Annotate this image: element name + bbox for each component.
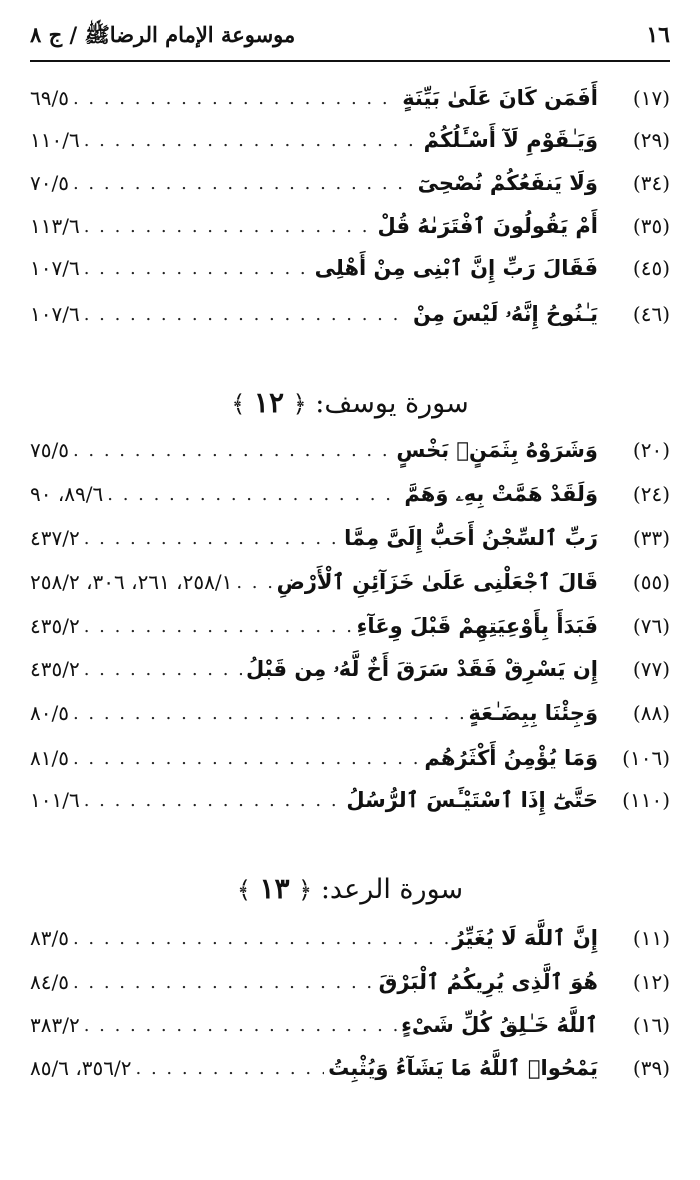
verse-number: (٣٤) xyxy=(632,171,670,195)
leader-dots xyxy=(84,659,242,680)
verse-number: (١١٠) xyxy=(622,788,670,812)
page-reference: ٦٩/٥ xyxy=(30,86,69,110)
leader-dots xyxy=(84,216,374,237)
page-reference: ٨٣/٥ xyxy=(30,926,69,950)
index-entry xyxy=(30,649,670,689)
leader-dots xyxy=(107,484,400,505)
leader-dots xyxy=(73,928,448,949)
page-reference: ١٠٧/٦ xyxy=(30,256,80,280)
page-reference: ٤٣٧/٢ xyxy=(30,526,80,550)
verse-text: قَالَ ٱجْعَلْنِى عَلَىٰ خَزَآئِنِ ٱلْأَرْضِ xyxy=(276,570,598,594)
index-entry xyxy=(30,78,670,118)
index-entry xyxy=(30,474,670,514)
page-reference: ٧٠/٥ xyxy=(30,171,69,195)
surah-heading xyxy=(30,386,670,430)
leader-dots xyxy=(136,1058,325,1079)
leader-dots xyxy=(73,88,398,109)
verse-number: (١٢) xyxy=(632,970,670,994)
page-header xyxy=(30,18,670,58)
verse-number: (٥٥) xyxy=(632,570,670,594)
verse-number: (١٦) xyxy=(632,1013,670,1037)
leader-dots xyxy=(84,304,409,325)
index-entry xyxy=(30,1005,670,1045)
verse-text: رَبِّ ٱلسِّجْنُ أَحَبُّ إِلَىَّ مِمَّا xyxy=(344,526,598,550)
verse-text: وَيَـٰقَوْمِ لَآ أَسْـَٔلُكُمْ xyxy=(423,128,598,152)
surah-number: ١٢ xyxy=(253,386,284,419)
page-reference: ١٠١/٦ xyxy=(30,788,80,812)
page-reference: ١١٠/٦ xyxy=(30,128,80,152)
index-entry xyxy=(30,693,670,733)
leader-dots xyxy=(84,130,420,151)
verse-text: وَجِئْنَا بِبِضَـٰعَةٍ xyxy=(468,701,598,725)
verse-number: (٣٩) xyxy=(632,1056,670,1080)
leader-dots xyxy=(73,440,392,461)
ornate-bracket-close: ﴾ xyxy=(236,876,251,904)
ornate-bracket-open: ﴿ xyxy=(292,390,307,418)
leader-dots xyxy=(73,972,375,993)
verse-number: (٣٥) xyxy=(632,214,670,238)
verse-number: (٣٣) xyxy=(632,526,670,550)
verse-number: (١٧) xyxy=(632,86,670,110)
leader-dots xyxy=(73,173,414,194)
surah-name: سورة الرعد: xyxy=(320,874,464,905)
verse-number: (٢٠) xyxy=(632,438,670,462)
verse-number: (١١) xyxy=(632,926,670,950)
verse-number: (٤٦) xyxy=(632,302,670,326)
index-entry xyxy=(30,606,670,646)
index-entry xyxy=(30,206,670,246)
page-reference: ٨٠/٥ xyxy=(30,701,69,725)
verse-text: وَلَقَدْ هَمَّتْ بِهِۦ وَهَمَّ xyxy=(404,481,598,506)
leader-dots xyxy=(73,703,465,724)
verse-text: حَتَّىٰٓ إِذَا ٱسْتَيْـَٔسَ ٱلرُّسُلُ xyxy=(346,788,598,812)
index-entry xyxy=(30,738,670,778)
verse-number: (٧٧) xyxy=(632,657,670,681)
index-entry xyxy=(30,294,670,334)
book-title: موسوعة الإمام الرضاﷺ / ج ٨ xyxy=(30,22,296,47)
page-reference: ٣٥٦/٢، ٨٥/٦ xyxy=(30,1056,132,1080)
index-entry xyxy=(30,248,670,288)
index-entry xyxy=(30,918,670,958)
page-reference: ١٠٧/٦ xyxy=(30,302,80,326)
verse-text: أَمْ يَقُولُونَ ٱفْتَرَىٰهُ قُلْ xyxy=(377,214,598,238)
surah-heading xyxy=(30,872,670,916)
index-entry xyxy=(30,518,670,558)
page-reference: ٨٤/٥ xyxy=(30,970,69,994)
verse-number: (١٠٦) xyxy=(622,746,670,770)
verse-text: ٱللَّهُ خَـٰلِقُ كُلِّ شَىْءٍ xyxy=(401,1013,598,1037)
page-reference: ٤٣٥/٢ xyxy=(30,657,80,681)
page-reference: ٤٣٥/٢ xyxy=(30,614,80,638)
page-reference: ٧٥/٥ xyxy=(30,438,69,462)
verse-text: فَبَدَأَ بِأَوْعِيَتِهِمْ قَبْلَ وِعَآءِ xyxy=(356,614,598,638)
leader-dots xyxy=(84,616,353,637)
verse-text: وَشَرَوْهُ بِثَمَنٍۭ بَخْسٍ xyxy=(396,438,598,462)
leader-dots xyxy=(84,1015,397,1036)
ornate-bracket-open: ﴿ xyxy=(298,876,313,904)
verse-text: إِن يَسْرِقْ فَقَدْ سَرَقَ أَخٌ لَّهُۥ مِن قَبْلُ xyxy=(245,656,598,681)
page-reference: ١١٣/٦ xyxy=(30,214,80,238)
verse-number: (٢٤) xyxy=(632,482,670,506)
index-entry xyxy=(30,780,670,820)
verse-text: أَفَمَن كَانَ عَلَىٰ بَيِّنَةٍ xyxy=(402,86,598,110)
index-entry xyxy=(30,120,670,160)
verse-number: (٢٩) xyxy=(632,128,670,152)
surah-name: سورة يوسف: xyxy=(315,388,469,419)
verse-text: يَمْحُوا۟ ٱللَّهُ مَا يَشَآءُ وَيُثْبِتُ xyxy=(328,1056,598,1080)
leader-dots xyxy=(84,528,340,549)
page-reference: ٣٨٣/٢ xyxy=(30,1013,80,1037)
index-entry xyxy=(30,163,670,203)
verse-number: (٨٨) xyxy=(632,701,670,725)
page-reference: ٨٩/٦، ٩٠ xyxy=(30,482,104,506)
verse-text: وَمَا يُؤْمِنُ أَكْثَرُهُم xyxy=(424,746,598,770)
leader-dots xyxy=(84,790,343,811)
index-entry xyxy=(30,430,670,470)
verse-text: هُوَ ٱلَّذِى يُرِيكُمُ ٱلْبَرْقَ xyxy=(378,970,598,994)
page-reference: ٢٥٨/١، ٢٦١، ٣٠٦، ٢٥٨/٢ xyxy=(30,570,233,594)
page-number: ١٦ xyxy=(646,22,670,48)
leader-dots xyxy=(73,748,420,769)
surah-number: ١٣ xyxy=(259,872,290,905)
index-entry xyxy=(30,962,670,1002)
index-entry xyxy=(30,1048,670,1088)
index-entry xyxy=(30,562,670,602)
verse-text: فَقَالَ رَبِّ إِنَّ ٱبْنِى مِنْ أَهْلِى xyxy=(314,256,598,280)
verse-text: وَلَا يَنفَعُكُمْ نُصْحِىٓ xyxy=(417,171,598,195)
verse-text: إِنَّ ٱللَّهَ لَا يُغَيِّرُ xyxy=(452,926,598,950)
header-rule xyxy=(30,60,670,62)
ornate-bracket-close: ﴾ xyxy=(231,390,246,418)
leader-dots xyxy=(236,572,272,593)
verse-text: يَـٰنُوحُ إِنَّهُۥ لَيْسَ مِنْ xyxy=(413,301,598,326)
page-reference: ٨١/٥ xyxy=(30,746,69,770)
verse-number: (٤٥) xyxy=(632,256,670,280)
verse-number: (٧٦) xyxy=(632,614,670,638)
leader-dots xyxy=(84,258,311,279)
